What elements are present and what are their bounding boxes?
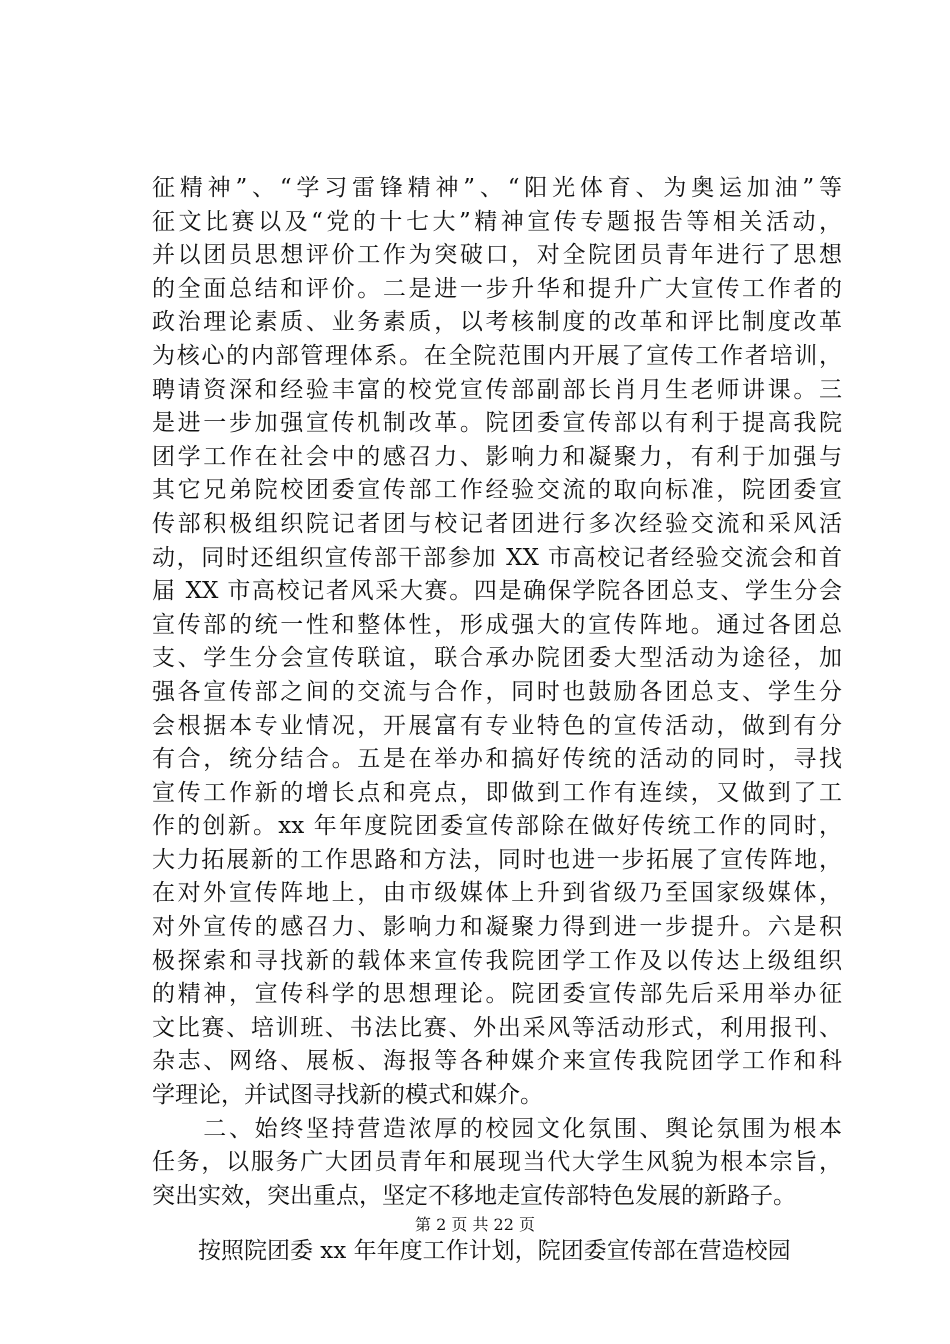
text-line: 为核心的内部管理体系。在全院范围内开展了宣传工作者培训， (152, 342, 842, 369)
text-line: 按照院团委 xx 年年度工作计划，院团委宣传部在营造校园 (152, 1238, 791, 1265)
text-line: 在对外宣传阵地上，由市级媒体上升到省级乃至国家级媒体， (152, 880, 842, 907)
text-line: 作的创新。xx 年年度院团委宣传部除在做好传统工作的同时， (152, 813, 842, 840)
text-line: 文比赛、培训班、书法比赛、外出采风等活动形式，利用报刊、 (152, 1014, 842, 1041)
text-line: 征精神”、“学习雷锋精神”、“阳光体育、为奥运加油”等 (152, 175, 842, 201)
text-line: 宣传工作新的增长点和亮点，即做到工作有连续，又做到了工 (152, 779, 842, 806)
text-line: 并以团员思想评价工作为突破口，对全院团员青年进行了思想 (152, 242, 842, 269)
text-line: 宣传部的统一性和整体性，形成强大的宣传阵地。通过各团总 (152, 611, 842, 638)
text-line: 大力拓展新的工作思路和方法，同时也进一步拓展了宣传阵地， (152, 846, 842, 873)
text-line: 对外宣传的感召力、影响力和凝聚力得到进一步提升。六是积 (152, 914, 842, 941)
text-line: 极探索和寻找新的载体来宣传我院团学工作及以传达上级组织 (152, 947, 842, 974)
text-line: 政治理论素质、业务素质，以考核制度的改革和评比制度改革 (152, 309, 842, 336)
text-line: 传部积极组织院记者团与校记者团进行多次经验交流和采风活 (152, 510, 842, 537)
text-line: 有合，统分结合。五是在举办和搞好传统的活动的同时，寻找 (152, 746, 842, 773)
text-line: 强各宣传部之间的交流与合作，同时也鼓励各团总支、学生分 (152, 678, 842, 705)
text-line: 动，同时还组织宣传部干部参加 XX 市高校记者经验交流会和首 (152, 544, 842, 571)
text-line: 突出实效，突出重点，坚定不移地走宣传部特色发展的新路子。 (152, 1182, 796, 1209)
text-line: 的全面总结和评价。二是进一步升华和提升广大宣传工作者的 (152, 275, 842, 302)
text-line: 会根据本专业情况，开展富有专业特色的宣传活动，做到有分 (152, 712, 842, 739)
text-line: 是进一步加强宣传机制改革。院团委宣传部以有利于提高我院 (152, 410, 842, 437)
text-line: 其它兄弟院校团委宣传部工作经验交流的取向标准，院团委宣 (152, 477, 842, 504)
page-footer: 第 2 页 共 22 页 (415, 1215, 535, 1234)
text-line: 任务，以服务广大团员青年和展现当代大学生风貌为根本宗旨， (152, 1149, 842, 1176)
text-line: 聘请资深和经验丰富的校党宣传部副部长肖月生老师讲课。三 (152, 376, 842, 403)
text-line: 的精神，宣传科学的思想理论。院团委宣传部先后采用举办征 (152, 981, 842, 1008)
text-line: 杂志、网络、展板、海报等各种媒介来宣传我院团学工作和科 (152, 1048, 842, 1075)
text-line: 支、学生分会宣传联谊，联合承办院团委大型活动为途径，加 (152, 645, 842, 672)
text-line: 团学工作在社会中的感召力、影响力和凝聚力，有利于加强与 (152, 443, 842, 470)
text-line: 征文比赛以及“党的十七大”精神宣传专题报告等相关活动， (152, 208, 842, 235)
body-text (152, 172, 842, 1269)
text-line: 届 XX 市高校记者风采大赛。四是确保学院各团总支、学生分会 (152, 578, 842, 605)
text-line: 学理论，并试图寻找新的模式和媒介。 (152, 1082, 543, 1109)
text-line: 二、始终坚持营造浓厚的校园文化氛围、舆论氛围为根本 (152, 1115, 842, 1142)
